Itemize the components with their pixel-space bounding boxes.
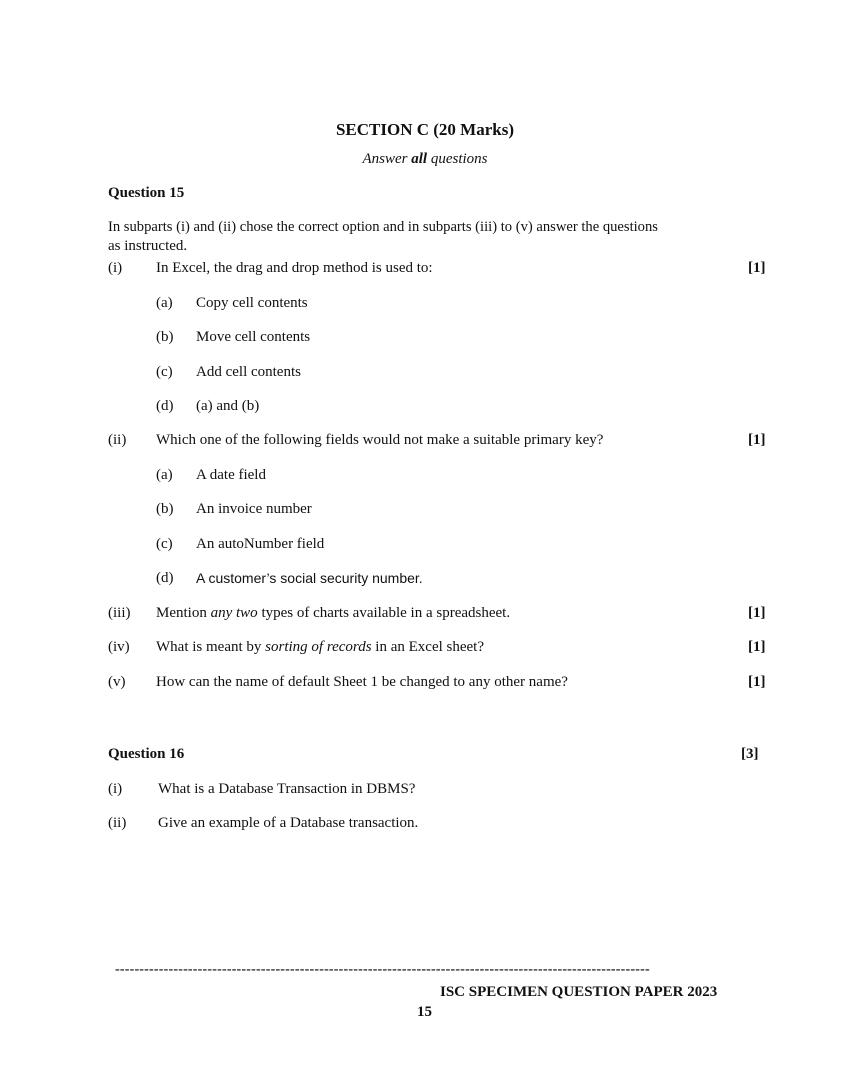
part-number: (v) [108, 674, 126, 690]
question-16-marks: [3] [741, 746, 759, 762]
part-text-pre: What is meant by [156, 639, 266, 655]
option-label: (c) [156, 364, 173, 380]
marks-label: [1] [748, 605, 766, 621]
part-text: What is a Database Transaction in DBMS? [158, 781, 416, 797]
part-number: (iv) [108, 639, 130, 655]
part-text: Give an example of a Database transaction. [158, 815, 419, 831]
option-text: An invoice number [196, 501, 312, 517]
footer-rule: -------------------------------------------------------------------------------------------------------------- [115, 962, 650, 977]
marks-label: [1] [748, 432, 766, 448]
option-text: An autoNumber field [196, 536, 325, 552]
option-label: (a) [156, 295, 173, 311]
part-text-post: types of charts available in a spreadsheet. [257, 605, 511, 621]
part-text [156, 639, 484, 656]
option-label: (b) [156, 329, 174, 345]
part-number: (ii) [108, 432, 127, 448]
option-label: (c) [156, 536, 173, 552]
option-text: A date field [196, 467, 266, 483]
option-label: (d) [156, 570, 174, 586]
part-number: (iii) [108, 605, 131, 621]
footer-title: ISC SPECIMEN QUESTION PAPER 2023 [440, 984, 718, 1000]
part-number: (i) [108, 260, 123, 276]
option-label: (a) [156, 467, 173, 483]
instruction-bold: all [411, 151, 428, 167]
part-text-pre: Mention [156, 605, 211, 621]
option-text: Add cell contents [196, 364, 301, 380]
part-text: How can the name of default Sheet 1 be changed to any other name? [156, 674, 568, 690]
part-text: In Excel, the drag and drop method is used to: [156, 260, 433, 276]
part-text [156, 605, 510, 622]
part-number: (ii) [108, 815, 127, 831]
part-text-italic: any two [210, 605, 258, 621]
option-text: Move cell contents [196, 329, 311, 345]
option-label: (d) [156, 398, 174, 414]
part-text: Which one of the following fields would not make a suitable primary key? [156, 432, 604, 448]
instruction-pre: Answer [362, 151, 412, 167]
part-text-post: in an Excel sheet? [371, 639, 484, 655]
section-instruction [0, 151, 850, 168]
option-label: (b) [156, 501, 174, 517]
section-title: SECTION C (20 Marks) [335, 120, 515, 139]
question-15-heading: Question 15 [108, 185, 185, 201]
option-text: (a) and (b) [196, 398, 260, 414]
option-text: Copy cell contents [196, 295, 308, 311]
question-15-intro-line1: In subparts (i) and (ii) chose the correct option and in subparts (iii) to (v) answer the questions [108, 219, 658, 235]
instruction-post: questions [427, 151, 488, 167]
option-text: A customer’s social security number. [196, 570, 423, 586]
page-number: 15 [417, 1004, 432, 1020]
marks-label: [1] [748, 639, 766, 655]
part-text-italic: sorting of records [265, 639, 372, 655]
part-number: (i) [108, 781, 123, 797]
marks-label: [1] [748, 260, 766, 276]
marks-label: [1] [748, 674, 766, 690]
question-15-intro-line2: as instructed. [108, 238, 188, 254]
question-16-heading: Question 16 [108, 746, 185, 762]
